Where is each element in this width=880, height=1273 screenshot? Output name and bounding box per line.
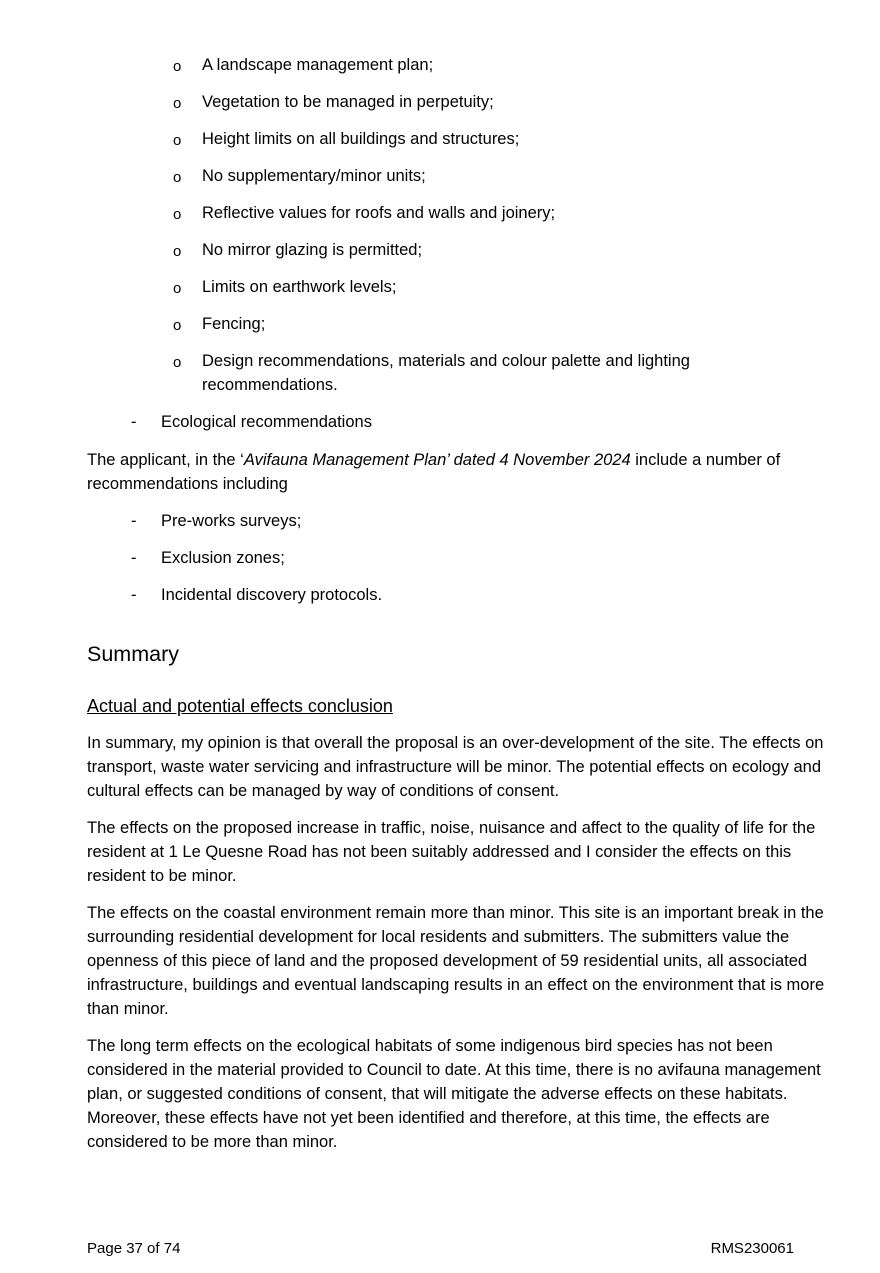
body-paragraph: The effects on the coastal environment remain more than minor. This site is an important break in the surrounding residential development for local residents and submitters. The submitters value the openness of this piece of land and the proposed development of 59 residential units, all associated infrastructure, buildings and eventual landscaping results in an effect on the environment that is more than minor.	[87, 904, 825, 1018]
conditions-sublist	[87, 53, 847, 397]
body-paragraph: The long term effects on the ecological habitats of some indigenous bird species has not been considered in the material provided to Council to date. At this time, there is no avifauna management plan, or suggested conditions of consent, that will mitigate the adverse effects on these habitats. Moreover, these effects have not yet been identified and therefore, at this time, the effects are considered to be more than minor.	[87, 1037, 821, 1151]
circle-bullet-icon: o	[173, 95, 182, 112]
circle-bullet-icon: o	[173, 132, 182, 149]
list-item: o Vegetation to be managed in perpetuity;	[87, 90, 847, 114]
list-item: o Fencing;	[87, 312, 847, 336]
list-item: o Limits on earthwork levels;	[87, 275, 847, 299]
circle-bullet-icon: o	[173, 280, 182, 297]
summary-heading: Summary	[87, 642, 179, 666]
document-page	[87, 0, 847, 1167]
page-number: Page 37 of 74	[87, 1240, 181, 1257]
list-item: o No mirror glazing is permitted;	[87, 238, 847, 262]
body-paragraph: In summary, my opinion is that overall the proposal is an over-development of the site. The effects on transport, waste water servicing and infrastructure will be minor. The potential effects on ecology and cultural effects can be managed by way of conditions of consent.	[87, 734, 824, 800]
list-item: - Exclusion zones;	[87, 546, 847, 570]
circle-bullet-icon: o	[173, 58, 182, 75]
document-reference: RMS230061	[710, 1240, 794, 1257]
list-item: - Incidental discovery protocols.	[87, 583, 847, 607]
list-item: o Design recommendations, materials and colour palette and lighting recommendations.	[173, 352, 690, 394]
circle-bullet-icon: o	[173, 243, 182, 260]
list-item: - Ecological recommendations	[87, 410, 847, 434]
circle-bullet-icon: o	[173, 169, 182, 186]
list-item: o Reflective values for roofs and walls and joinery;	[87, 201, 847, 225]
list-item: o A landscape management plan;	[87, 53, 847, 77]
list-item: o No supplementary/minor units;	[87, 164, 847, 188]
body-paragraph: The effects on the proposed increase in traffic, noise, nuisance and affect to the quality of life for the resident at 1 Le Quesne Road has not been suitably addressed and I consider the effects on this resident to be minor.	[87, 819, 816, 885]
dash-bullet-icon: -	[131, 549, 137, 567]
recommendations-list	[87, 509, 847, 607]
list-item: o Height limits on all buildings and structures;	[87, 127, 847, 151]
circle-bullet-icon: o	[173, 354, 182, 371]
dash-bullet-icon: -	[131, 512, 137, 530]
dash-bullet-icon: -	[131, 586, 137, 604]
circle-bullet-icon: o	[173, 317, 182, 334]
circle-bullet-icon: o	[173, 206, 182, 223]
list-item: - Pre-works surveys;	[87, 509, 847, 533]
intro-paragraph: The applicant, in the ‘Avifauna Management Plan’ dated 4 November 2024 include a number of recommendations including	[87, 451, 781, 493]
ecological-list	[87, 410, 847, 434]
dash-bullet-icon: -	[131, 413, 137, 431]
conclusion-heading: Actual and potential effects conclusion	[87, 696, 393, 716]
